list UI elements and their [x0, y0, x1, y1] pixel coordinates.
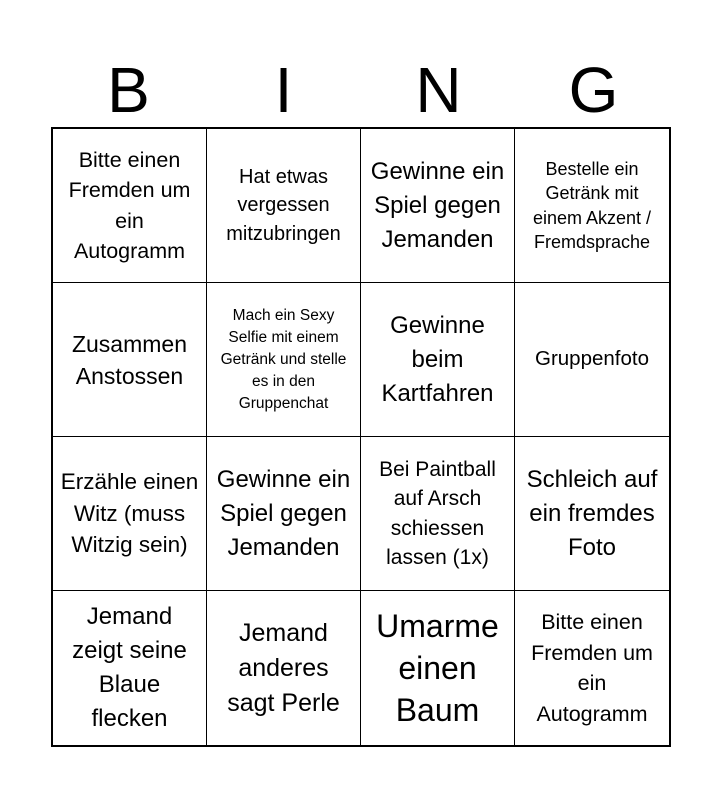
- cell-text: Gruppenfoto: [535, 347, 649, 371]
- bingo-card: [51, 127, 671, 747]
- bingo-cell-r3c2[interactable]: [207, 437, 361, 591]
- cell-text: Bitte einen Fremden um ein Autogramm: [68, 147, 191, 263]
- cell-text: Bestelle ein Getränk mit einem Akzent / Fremdsprache: [532, 158, 652, 252]
- cell-text: Umarme einen Baum: [376, 608, 499, 728]
- cell-text: Jemand zeigt seine Blaue flecken: [72, 603, 187, 732]
- cell-text: Schleich auf ein fremdes Foto: [526, 465, 658, 561]
- cell-text: Hat etwas vergessen mitzubringen: [226, 165, 341, 245]
- cell-text: Mach ein Sexy Selfie mit einem Getränk und stelle es in den Gruppenchat: [220, 306, 347, 412]
- cell-text: Erzähle einen Witz (muss Witzig sein): [60, 469, 199, 558]
- bingo-cell-r1c1[interactable]: [53, 129, 207, 283]
- title-letter-i: I: [274, 54, 293, 126]
- bingo-cell-r2c2[interactable]: [207, 283, 361, 437]
- bingo-cell-r4c2[interactable]: [207, 591, 361, 745]
- bingo-cell-r1c2[interactable]: [207, 129, 361, 283]
- bingo-title: [51, 52, 671, 128]
- bingo-cell-r3c1[interactable]: [53, 437, 207, 591]
- cell-text: Zusammen Anstossen: [71, 330, 188, 389]
- bingo-cell-r3c3[interactable]: [361, 437, 515, 591]
- cell-text: Gewinne ein Spiel gegen Jemanden: [370, 157, 505, 253]
- cell-text: Jemand anderes sagt Perle: [227, 618, 340, 717]
- bingo-cell-r4c4[interactable]: [515, 591, 669, 745]
- bingo-cell-r4c3[interactable]: [361, 591, 515, 745]
- cell-text: Gewinne ein Spiel gegen Jemanden: [216, 465, 351, 561]
- title-letter-g: G: [568, 54, 619, 126]
- bingo-cell-r3c4[interactable]: [515, 437, 669, 591]
- cell-text: Bei Paintball auf Arsch schiessen lassen (1x): [379, 457, 496, 569]
- bingo-cell-r2c1[interactable]: [53, 283, 207, 437]
- cell-text: Bitte einen Fremden um ein Autogramm: [531, 610, 653, 726]
- bingo-cell-r1c4[interactable]: [515, 129, 669, 283]
- bingo-cell-r4c1[interactable]: [53, 591, 207, 745]
- title-letter-n: N: [415, 54, 462, 126]
- cell-text: Gewinne beim Kartfahren: [381, 311, 494, 407]
- title-letter-b: B: [107, 54, 150, 126]
- bingo-cell-r1c3[interactable]: [361, 129, 515, 283]
- bingo-cell-r2c4[interactable]: [515, 283, 669, 437]
- bingo-cell-r2c3[interactable]: [361, 283, 515, 437]
